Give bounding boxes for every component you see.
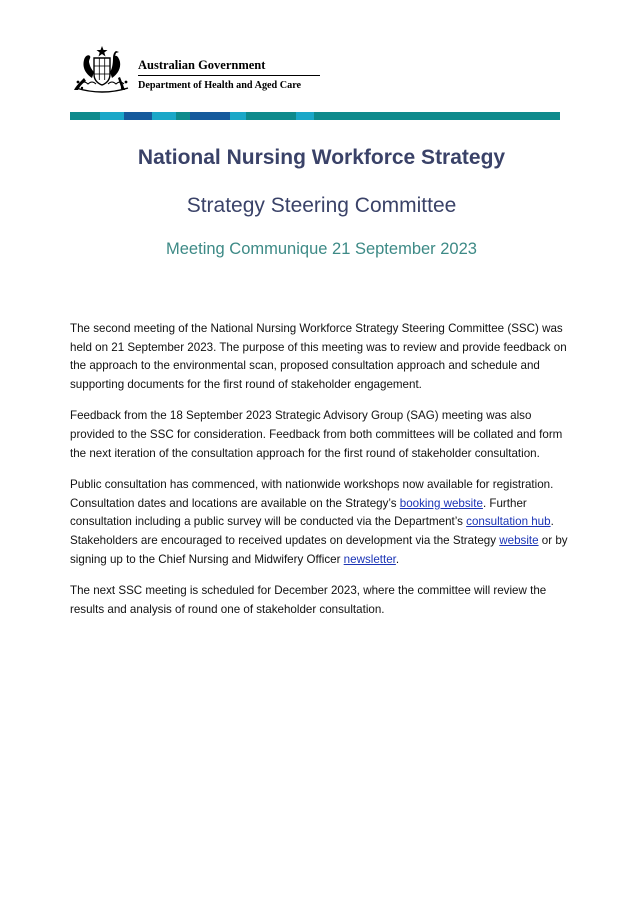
band-segment <box>152 112 176 120</box>
band-segment <box>246 112 296 120</box>
band-segment <box>230 112 246 120</box>
paragraph-3-text-3: . Stakeholders are encouraged to received updates on development via the Strategy <box>70 515 554 547</box>
band-segment <box>190 112 230 120</box>
page-title: National Nursing Workforce Strategy <box>137 146 506 169</box>
dept-name: Department of Health and Aged Care <box>138 80 302 91</box>
band-segment <box>100 112 124 120</box>
gov-header <box>70 44 330 100</box>
strategy-website-link[interactable]: website <box>499 533 539 547</box>
coat-of-arms-icon <box>70 44 134 96</box>
paragraph-2: Feedback from the 18 September 2023 Strategic Advisory Group (SAG) meeting was also provided to the SSC for consideration. Feedback from both committees will be collated and form the next iteration of the consultation approach for the first round of stakeholder consultation. <box>70 409 563 460</box>
band-segment <box>314 112 560 120</box>
consultation-hub-link[interactable]: consultation hub <box>466 515 551 529</box>
paragraph-3-text-2: . Further consultation including a public survey will be conducted via the Department’s <box>70 496 527 529</box>
header-color-band <box>70 112 560 120</box>
communique-date: Meeting Communique 21 September 2023 <box>166 240 477 258</box>
gov-text-block <box>138 58 320 92</box>
page-subtitle: Strategy Steering Committee <box>186 194 457 217</box>
booking-website-link[interactable]: booking website <box>399 496 483 510</box>
paragraph-3-text-5: . <box>395 552 400 566</box>
paragraph-3 <box>70 476 576 569</box>
band-segment <box>176 112 190 120</box>
paragraph-3-text-4: or by signing up to the Chief Nursing and Midwifery Officer <box>70 533 568 566</box>
band-segment <box>296 112 314 120</box>
paragraph-3-text-1: Public consultation has commenced, with nationwide workshops now available for registration. Consultation dates and locations are available on the Strategy’s <box>70 478 554 510</box>
band-segment <box>124 112 152 120</box>
communique-body <box>70 320 576 632</box>
paragraph-4: The next SSC meeting is scheduled for December 2023, where the committee will review the results and analysis of round one of stakeholder consultation. <box>70 584 547 616</box>
newsletter-link[interactable]: newsletter <box>343 552 396 566</box>
band-segment <box>70 112 100 120</box>
paragraph-1: The second meeting of the National Nursing Workforce Strategy Steering Committee (SSC) was held on 21 September 2023. The purpose of this meeting was to review and provide feedback on the approach to the environmental scan, proposed consultation approach and schedule and supporting documents for the first round of stakeholder engagement. <box>70 322 567 391</box>
gov-name: Australian Government <box>138 58 320 76</box>
